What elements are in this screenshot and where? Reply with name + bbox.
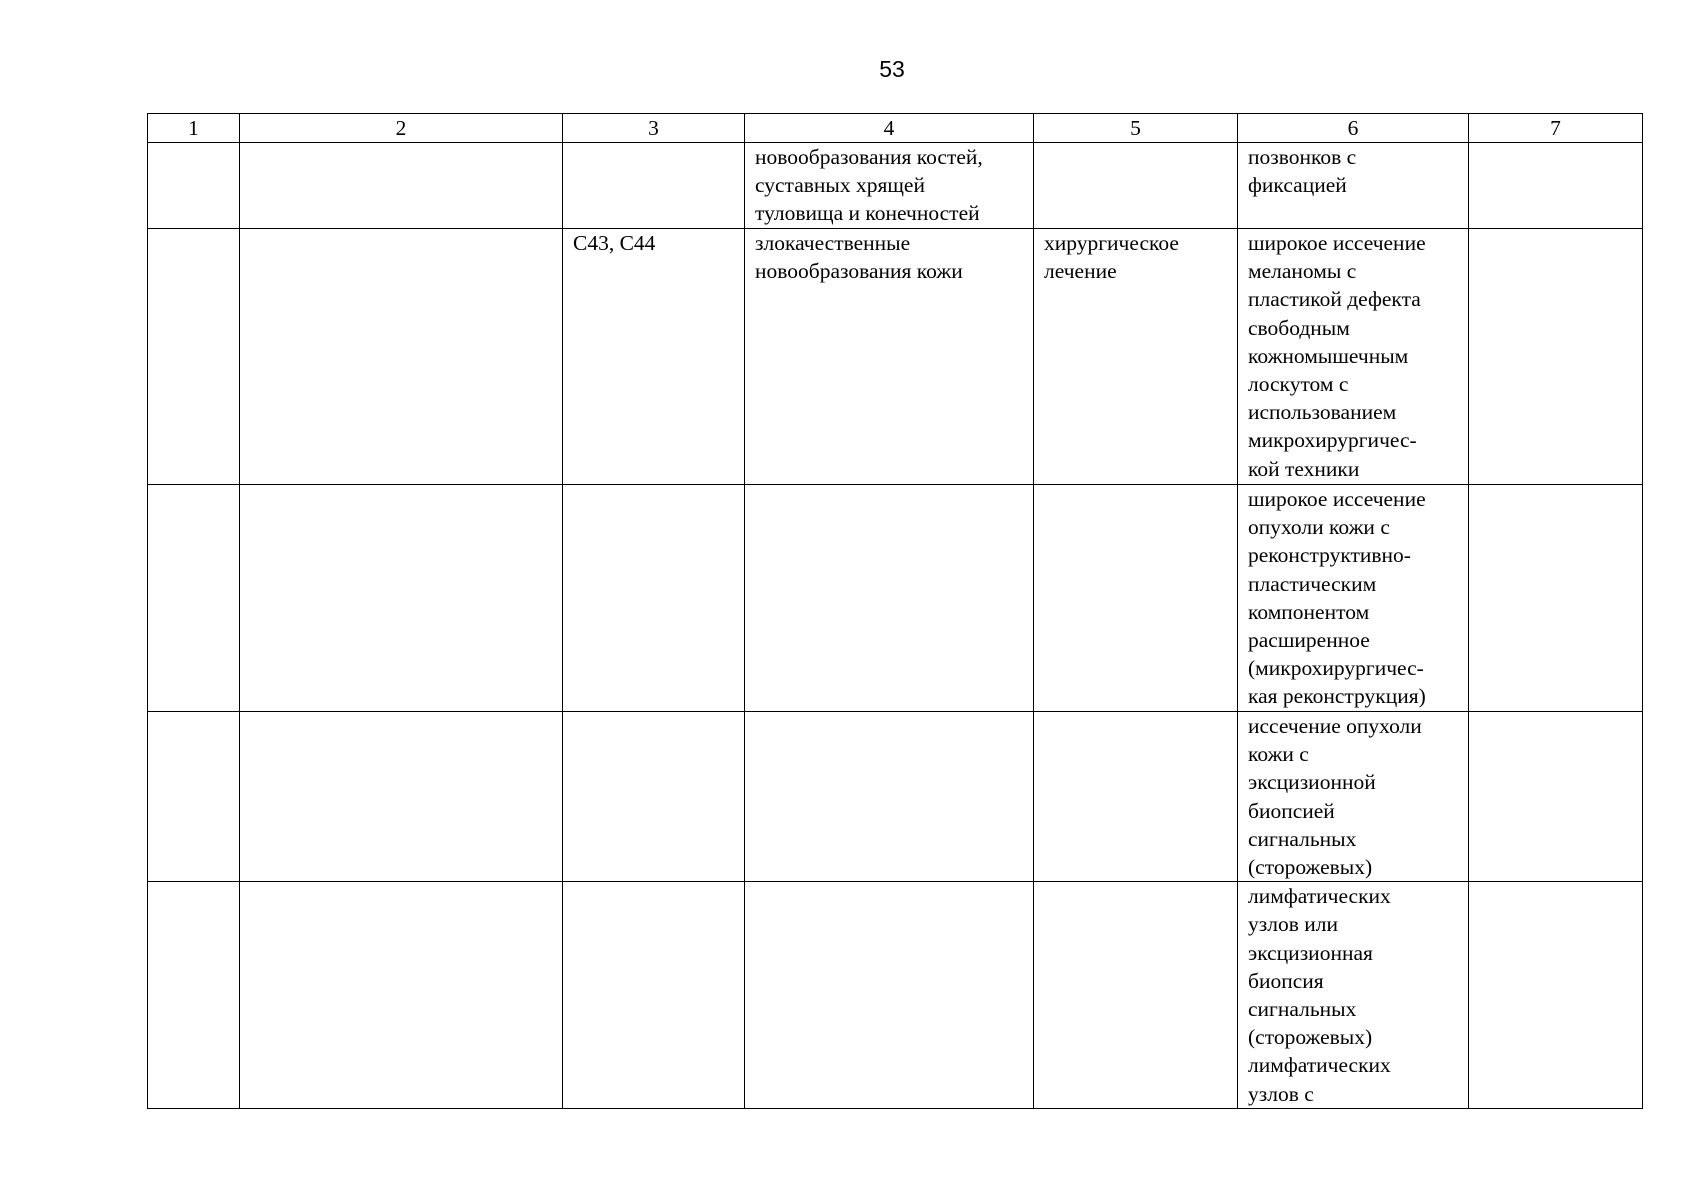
column-header: 5	[1034, 114, 1238, 143]
table-cell	[745, 882, 1034, 1109]
table-cell	[148, 143, 240, 229]
table-cell: C43, C44	[563, 229, 745, 485]
column-header: 2	[240, 114, 563, 143]
table-cell	[1469, 485, 1643, 712]
table-cell: лимфатических узлов или эксцизионная биопсия сигнальных (сторожевых) лимфатических узлов с	[1238, 882, 1469, 1109]
table-row	[148, 882, 1643, 1109]
table-row	[148, 229, 1643, 485]
table-cell: хирургическое лечение	[1034, 229, 1238, 485]
column-header: 6	[1238, 114, 1469, 143]
table-cell	[240, 485, 563, 712]
table-cell	[745, 712, 1034, 882]
table-cell	[1034, 143, 1238, 229]
table-cell: широкое иссечение опухоли кожи с реконструктивно- пластическим компонентом расширенное (микрохирургичес- кая реконструкция)	[1238, 485, 1469, 712]
column-header: 3	[563, 114, 745, 143]
table-cell	[1469, 712, 1643, 882]
table-cell	[563, 143, 745, 229]
table-cell	[1034, 882, 1238, 1109]
table-cell	[148, 882, 240, 1109]
table-cell	[148, 485, 240, 712]
table-cell	[1034, 712, 1238, 882]
table-row	[148, 712, 1643, 882]
table-cell	[148, 712, 240, 882]
column-header: 7	[1469, 114, 1643, 143]
table-cell	[745, 485, 1034, 712]
table-row	[148, 485, 1643, 712]
table-header-row	[148, 114, 1643, 143]
table-cell	[240, 882, 563, 1109]
table-row	[148, 143, 1643, 229]
table-cell: иссечение опухоли кожи с эксцизионной биопсией сигнальных (сторожевых)	[1238, 712, 1469, 882]
table-cell	[1469, 229, 1643, 485]
document-table	[147, 113, 1643, 1109]
table-cell: позвонков с фиксацией	[1238, 143, 1469, 229]
table-cell	[240, 712, 563, 882]
table-cell: злокачественные новообразования кожи	[745, 229, 1034, 485]
table-cell: широкое иссечение меланомы с пластикой дефекта свободным кожномышечным лоскутом с использованием микрохирургичес- кой техники	[1238, 229, 1469, 485]
table-cell	[563, 712, 745, 882]
table-cell	[1469, 882, 1643, 1109]
page-number: 53	[879, 56, 905, 82]
table-cell	[563, 882, 745, 1109]
table-cell	[240, 229, 563, 485]
table-cell	[148, 229, 240, 485]
column-header: 1	[148, 114, 240, 143]
column-header: 4	[745, 114, 1034, 143]
table-cell	[1034, 485, 1238, 712]
table-cell	[1469, 143, 1643, 229]
table-cell	[240, 143, 563, 229]
table-cell	[563, 485, 745, 712]
table-cell: новообразования костей, суставных хрящей туловища и конечностей	[745, 143, 1034, 229]
